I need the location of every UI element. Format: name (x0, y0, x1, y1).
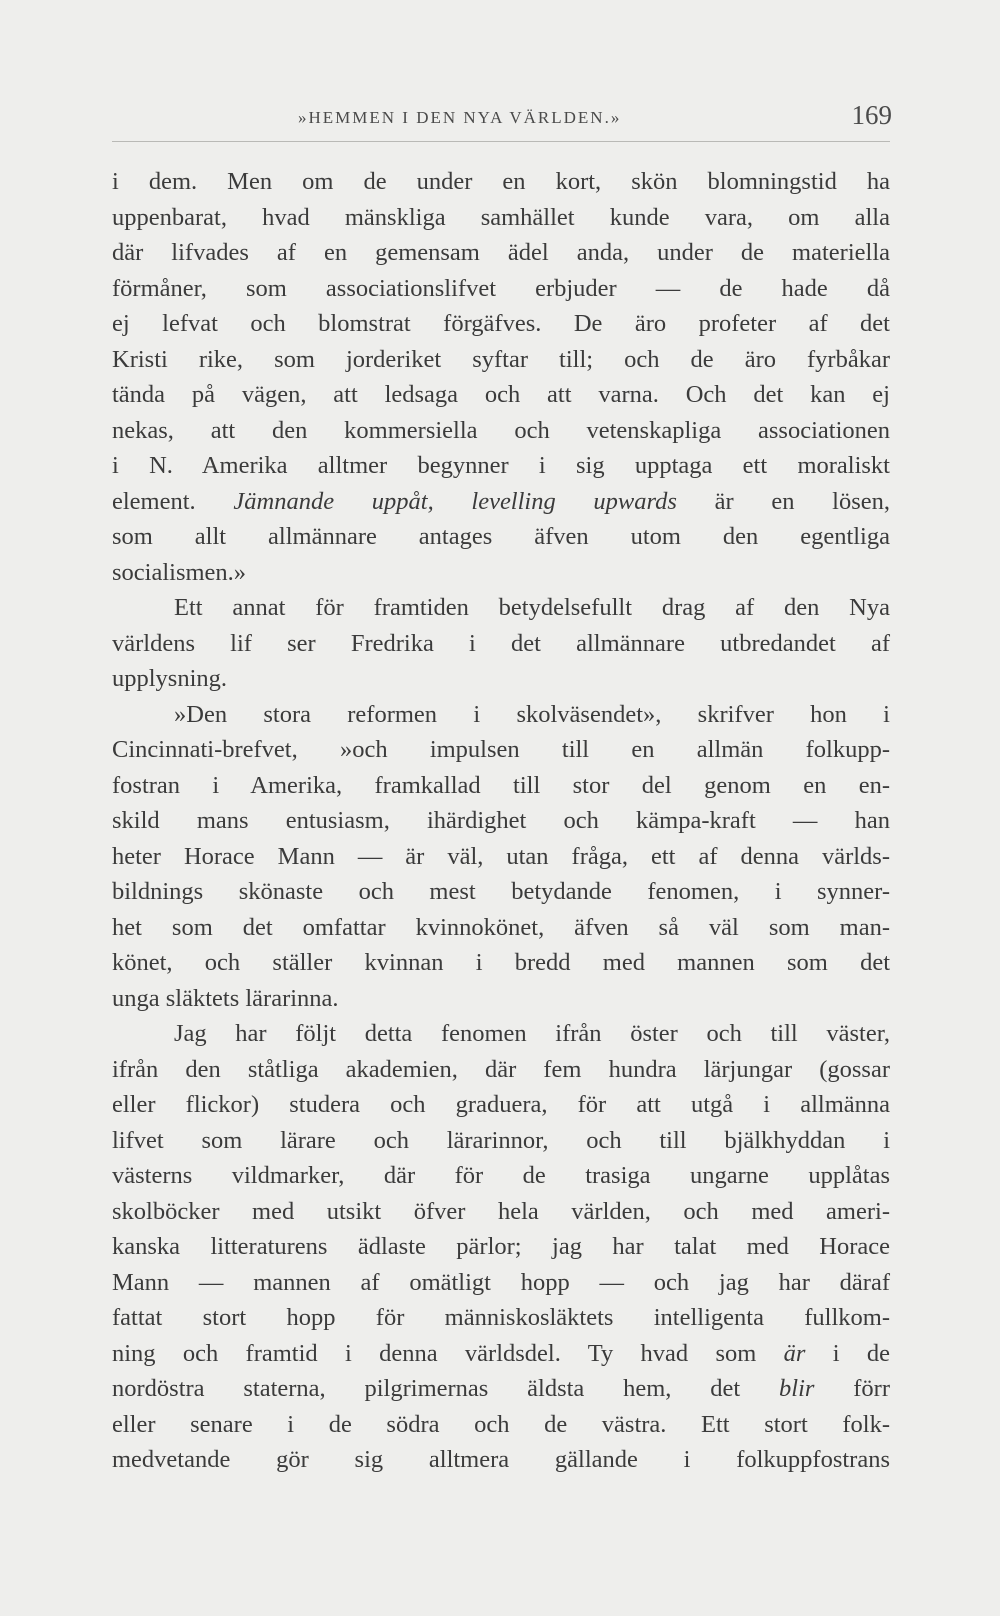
text-line: socialismen.» (112, 558, 247, 586)
text-line: västerns vildmarker, där för de trasiga ungarne upplåtas (112, 1162, 890, 1189)
body-text (112, 164, 890, 1478)
line-text: i de (805, 1339, 891, 1367)
text-line: förmåner, som associationslifvet erbjuder — de hade då (112, 274, 890, 302)
text-line: upplysning. (112, 665, 228, 692)
text-line-with-italic (112, 1371, 890, 1407)
text-line: medvetande gör sig alltmera gällande i folkuppfostrans (112, 1446, 890, 1473)
text-line: eller flickor) studera och graduera, för att utgå i allmänna (112, 1091, 890, 1118)
text-line: i dem. Men om de under en kort, skön blomningstid ha (112, 168, 890, 195)
line-text: förr (814, 1375, 890, 1402)
text-line: tända på vägen, att ledsaga och att varna. Och det kan ej (112, 381, 890, 408)
text-line: i N. Amerika alltmer begynner i sig upptaga ett moraliskt (112, 452, 890, 479)
text-line: uppenbarat, hvad mänskliga samhället kunde vara, om alla (112, 203, 890, 231)
paragraph-first-line: Jag har följt detta fenomen ifrån öster och till väster, (174, 1020, 890, 1047)
text-line: som allt allmännare antages äfven utom den egentliga (112, 523, 890, 550)
line-text: är en lösen, (676, 487, 891, 515)
paragraph-first-line: Ett annat för framtiden betydelsefullt drag af den Nya (174, 594, 890, 621)
text-line: nekas, att den kommersiella och vetenskapliga associationen (112, 416, 890, 444)
text-line: eller senare i de södra och de västra. Ett stort folk- (112, 1410, 890, 1438)
line-text: element. (112, 487, 234, 515)
text-line-with-italic (112, 484, 890, 520)
page-header (112, 98, 892, 138)
text-line: het som det omfattar kvinnokönet, äfven så väl som man- (112, 913, 890, 941)
text-line: Cincinnati-brefvet, »och impulsen till en allmän folkupp- (112, 736, 890, 763)
text-line-with-italic (112, 1336, 890, 1372)
text-line: kanska litteraturens ädlaste pärlor; jag har talat med Horace (112, 1233, 890, 1260)
header-divider (112, 141, 890, 142)
running-head: »HEMMEN I DEN NYA VÄRLDEN.» (298, 108, 622, 127)
italic-phrase: Jämnande uppåt, levelling upwards (233, 487, 677, 515)
text-line: bildnings skönaste och mest betydande fenomen, i synner- (112, 878, 890, 905)
italic-word: är (783, 1339, 806, 1367)
line-text: ning och framtid i denna världsdel. Ty hvad som (112, 1339, 757, 1367)
text-line: skolböcker med utsikt öfver hela världen, och med ameri- (112, 1197, 890, 1225)
line-text: nordöstra staterna, pilgrimernas äldsta hem, det (112, 1375, 741, 1402)
text-line: Mann — mannen af omätligt hopp — och jag har däraf (112, 1268, 890, 1296)
text-line: lifvet som lärare och lärarinnor, och till bjälkhyddan i (112, 1126, 890, 1154)
text-line: fostran i Amerika, framkallad till stor del genom en en- (112, 771, 890, 799)
text-line: världens lif ser Fredrika i det allmännare utbredandet af (112, 629, 890, 657)
text-line: skild mans entusiasm, ihärdighet och kämpa-kraft — han (112, 807, 890, 834)
text-line: ej lefvat och blomstrat förgäfves. De äro profeter af det (112, 310, 890, 337)
text-line: fattat stort hopp för människosläktets intelligenta fullkom- (112, 1304, 890, 1331)
page-number: 169 (851, 100, 892, 130)
text-line: ifrån den ståtliga akademien, där fem hundra lärjungar (gossar (112, 1055, 890, 1083)
text-line: Kristi rike, som jorderiket syftar till; och de äro fyrbåkar (112, 345, 890, 373)
paragraph-first-line: »Den stora reformen i skolväsendet», skrifver hon i (174, 700, 890, 728)
italic-word: blir (779, 1375, 815, 1402)
text-line: könet, och ställer kvinnan i bredd med mannen som det (112, 949, 890, 976)
text-line: unga släktets lärarinna. (112, 984, 339, 1012)
text-line: där lifvades af en gemensam ädel anda, under de materiella (112, 239, 890, 266)
text-line: heter Horace Mann — är väl, utan fråga, ett af denna världs- (112, 842, 890, 870)
